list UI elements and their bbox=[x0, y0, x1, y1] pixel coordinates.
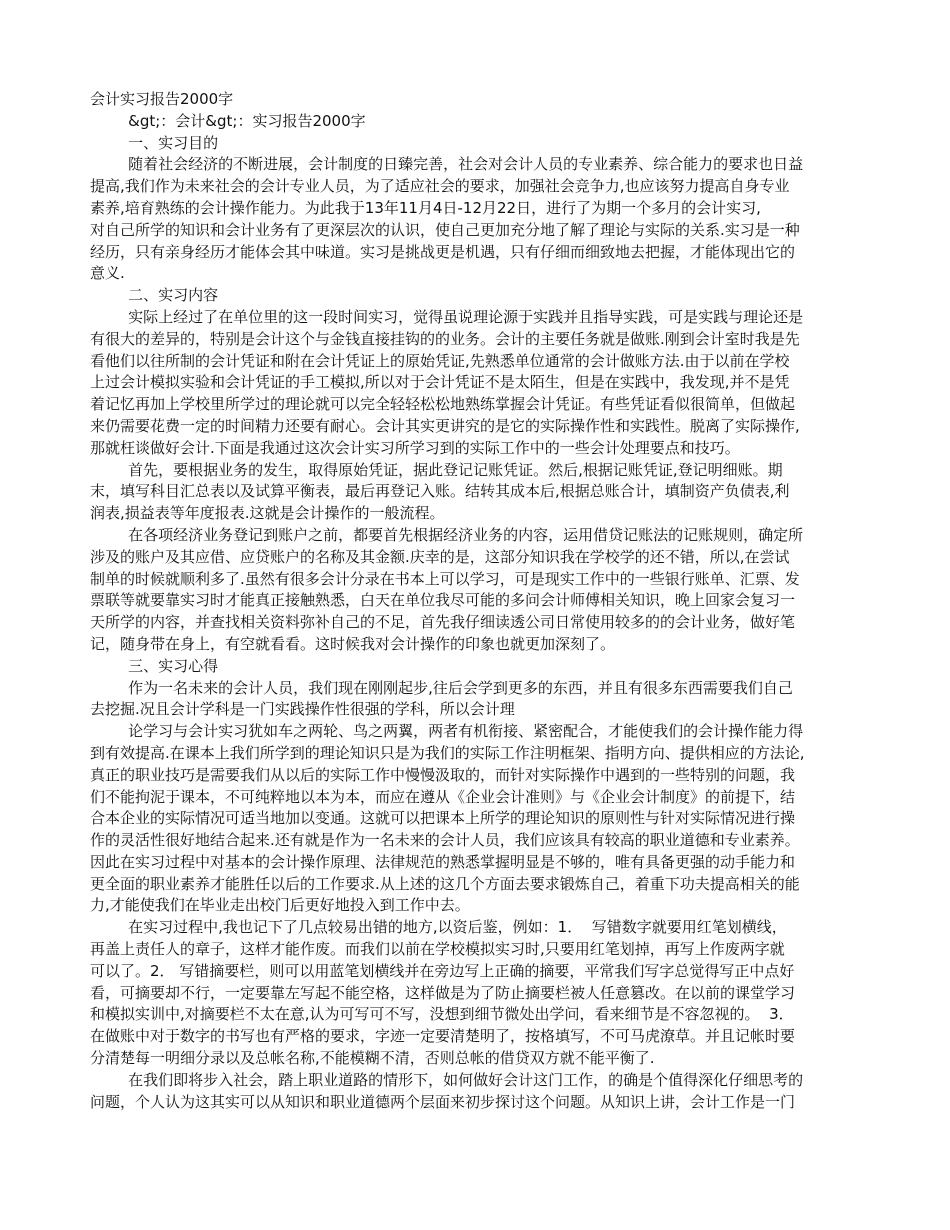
text-line: 实际上经过了在单位里的这一段时间实习，觉得虽说理论源于实践并且指导实践，可是实践与理论还是 bbox=[90, 307, 804, 326]
text-line: 论学习与会计实习犹如车之两轮、鸟之两翼，两者有机衔接、紧密配合，才能使我们的会计操作能力得 bbox=[90, 722, 804, 741]
text-line: 三、实习心得 bbox=[90, 656, 219, 675]
text-line: 在实习过程中,我也记下了几点较易出错的地方,以资后鉴，例如：1． 写错数字就要用红笔划横线， bbox=[90, 918, 787, 937]
text-line: 在各项经济业务登记到账户之前，都要首先根据经济业务的内容，运用借贷记账法的记账规则，确定所 bbox=[90, 525, 804, 544]
text-line: 真正的职业技巧是需要我们从以后的实际工作中慢慢汲取的，而针对实际操作中遇到的一些特别的问题，我 bbox=[90, 765, 796, 784]
text-line: 问题，个人认为这其实可以从知识和职业道德两个层面来初步探讨这个问题。从知识上讲，会计工作是一门 bbox=[90, 1092, 796, 1111]
text-line: 意义. bbox=[90, 264, 125, 283]
text-line: 在做账中对于数字的书写也有严格的要求，字迹一定要清楚明了，按格填写，不可马虎潦草。并且记帐时要 bbox=[90, 1027, 796, 1046]
text-line: 上过会计模拟实验和会计凭证的手工模拟,所以对于会计凭证不是太陌生，但是在实践中，我发现,并不是凭 bbox=[90, 373, 790, 392]
text-line: 分清楚每一明细分录以及总帐名称,不能模糊不清，否则总帐的借贷双方就不能平衡了. bbox=[90, 1049, 655, 1068]
text-line: 记，随身带在身上，有空就看看。这时候我对会计操作的印象也就更加深刻了。 bbox=[90, 634, 616, 653]
text-line: 一、实习目的 bbox=[90, 133, 219, 152]
text-line: 们不能拘泥于课本，不可纯粹地以本为本，而应在遵从《企业会计准则》与《企业会计制度》的前提下，结 bbox=[90, 787, 796, 806]
text-line: 着记忆再加上学校里所学过的理论就可以完全轻轻松松地熟练掌握会计凭证。有些凭证看似很简单，但做起 bbox=[90, 395, 796, 414]
text-line: 涉及的账户及其应借、应贷账户的名称及其金额.庆幸的是，这部分知识我在学校学的还不错，所以,在尝试 bbox=[90, 547, 790, 566]
text-line: &gt;：会计&gt;：实习报告2000字 bbox=[90, 111, 366, 130]
document-page bbox=[90, 89, 868, 1113]
text-line: 和模拟实训中,对摘要栏不太在意,认为可写可不写，没想到细节微处出学问，看来细节是不容忽视的。 3． bbox=[90, 1005, 794, 1024]
text-line: 那就枉谈做好会计.下面是我通过这次会计实习所学习到的实际工作中的一些会计处理要点和技巧。 bbox=[90, 438, 740, 457]
text-line: 因此在实习过程中对基本的会计操作原理、法律规范的熟悉掌握明显是不够的，唯有具备更强的动手能力和 bbox=[90, 852, 796, 871]
text-line: 力,才能使我们在毕业走出校门后更好地投入到工作中去。 bbox=[90, 896, 470, 915]
text-line: 提高,我们作为未来社会的会计专业人员，为了适应社会的要求，加强社会竞争力,也应该努力提高自身专业 bbox=[90, 177, 790, 196]
text-line: 来仍需要花费一定的时间精力还要有耐心。会计其实更讲究的是它的实际操作性和实践性。脱离了实际操作, bbox=[90, 416, 800, 435]
text-line: 二、实习内容 bbox=[90, 286, 219, 305]
text-line: 随着社会经济的不断进展，会计制度的日臻完善，社会对会计人员的专业素养、综合能力的要求也日益 bbox=[90, 155, 804, 174]
text-line: 到有效提高.在课本上我们所学到的理论知识只是为我们的实际工作注明框架、指明方向、提供相应的方法论, bbox=[90, 743, 805, 762]
text-line: 作的灵活性很好地结合起来.还有就是作为一名未来的会计人员，我们应该具有较高的职业道德和专业素养。 bbox=[90, 831, 800, 850]
text-line: 末，填写科目汇总表以及试算平衡表，最后再登记入账。结转其成本后,根据总账合计，填制资产负债表,利 bbox=[90, 482, 790, 501]
text-line: 制单的时候就顺利多了.虽然有很多会计分录在书本上可以学习，可是现实工作中的一些银行账单、汇票、发 bbox=[90, 569, 800, 588]
text-line: 可以了。2． 写错摘要栏，则可以用蓝笔划横线并在旁边写上正确的摘要，平常我们写字总觉得写正中点好 bbox=[90, 961, 795, 980]
text-line: 看他们以往所制的会计凭证和附在会计凭证上的原始凭证,先熟悉单位通常的会计做账方法.由于以前在学校 bbox=[90, 351, 790, 370]
document-title: 会计实习报告2000字 bbox=[90, 90, 234, 108]
text-line: 合本企业的实际情况可适当地加以变通。这就可以把课本上所学的理论知识的原则性与针对实际情况进行操 bbox=[90, 809, 796, 828]
text-line: 对自己所学的知识和会计业务有了更深层次的认识，使自己更加充分地了解了理论与实际的关系.实习是一种 bbox=[90, 220, 800, 239]
text-line: 经历，只有亲身经历才能体会其中味道。实习是挑战更是机遇，只有仔细而细致地去把握，才能体现出它的 bbox=[90, 242, 796, 261]
text-line: 去挖掘.况且会计学科是一门实践操作性很强的学科，所以会计理 bbox=[90, 700, 515, 719]
text-line: 天所学的内容，并查找相关资料弥补自己的不足，首先我仔细读透公司日常使用较多的的会计业务，做好笔 bbox=[90, 613, 796, 632]
text-line: 首先，要根据业务的发生，取得原始凭证，据此登记记账凭证。然后,根据记账凭证,登记明细账。期 bbox=[90, 460, 783, 479]
text-line: 有很大的差异的，特别是会计这个与金钱直接挂钩的的业务。会计的主要任务就是做账.刚到会计室时我是先 bbox=[90, 329, 800, 348]
text-line: 更全面的职业素养才能胜任以后的工作要求.从上述的这几个方面去要求锻炼自己，着重下功夫提高相关的能 bbox=[90, 874, 800, 893]
text-line: 素养,培育熟练的会计操作能力。为此我于13年11月4日-12月22日，进行了为期一个多月的会计实习, bbox=[90, 198, 761, 217]
text-line: 在我们即将步入社会，踏上职业道路的情形下，如何做好会计这门工作，的确是个值得深化仔细思考的 bbox=[90, 1070, 804, 1089]
text-line: 作为一名未来的会计人员，我们现在刚刚起步,往后会学到更多的东西，并且有很多东西需要我们自己 bbox=[90, 678, 793, 697]
text-line: 看，可摘要却不行，一定要靠左写起不能空格，这样做是为了防止摘要栏被人任意篡改。在以前的课堂学习 bbox=[90, 983, 796, 1002]
text-line: 票联等就要靠实习时才能真正接触熟悉，白天在单位我尽可能的多问会计师傅相关知识，晚上回家会复习一 bbox=[90, 591, 796, 610]
text-line: 再盖上责任人的章子，这样才能作废。而我们以前在学校模拟实习时,只要用红笔划掉，再写上作废两字就 bbox=[90, 940, 785, 959]
text-line: 润表,损益表等年度报表.这就是会计操作的一般流程。 bbox=[90, 504, 445, 523]
